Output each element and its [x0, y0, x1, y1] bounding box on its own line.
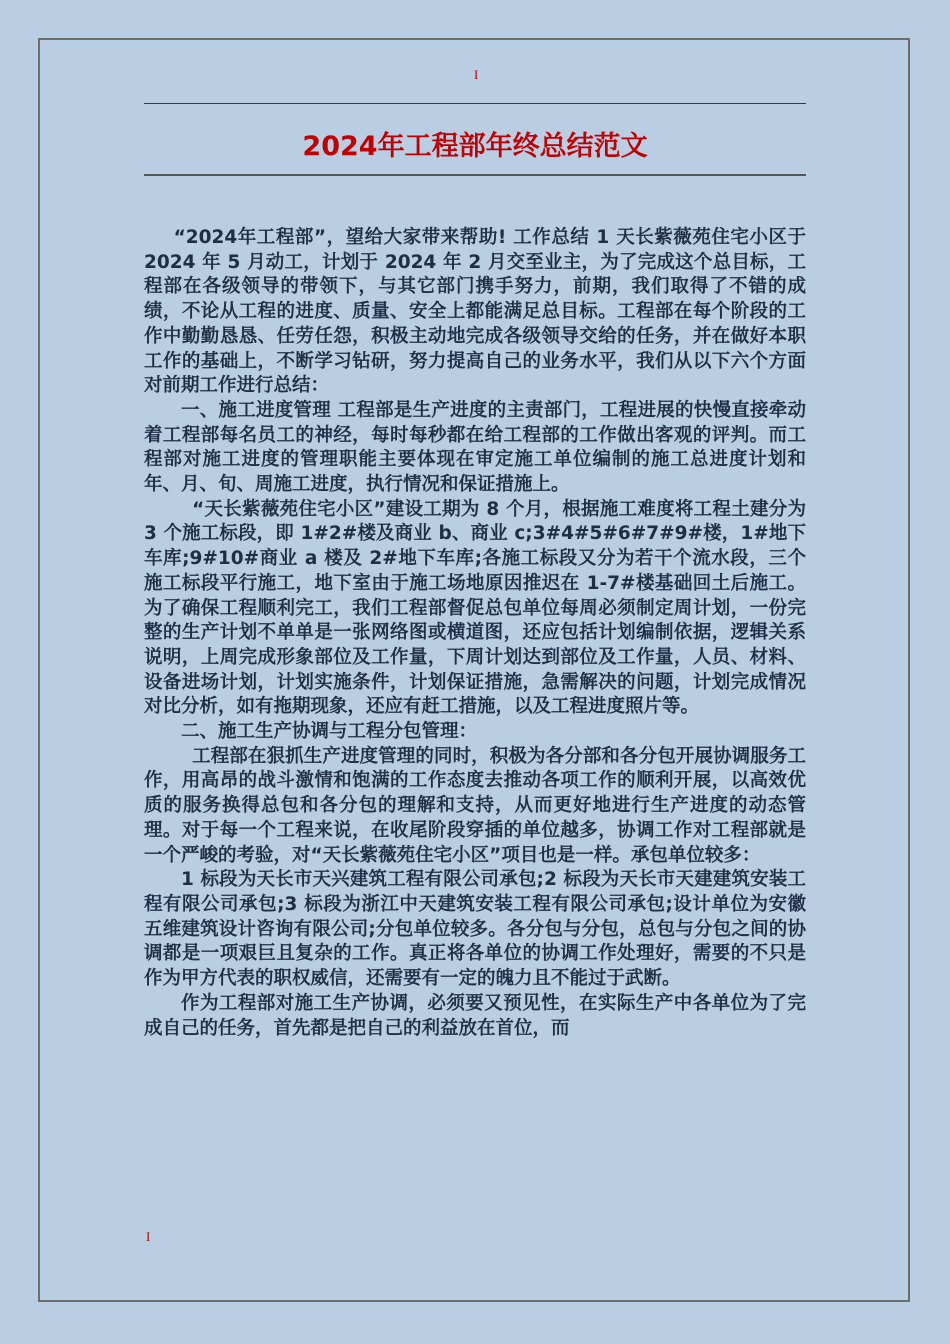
header-mark: I: [474, 67, 479, 82]
paragraph-foresight: 作为工程部对施工生产协调，必须要又预见性，在实际生产中各单位为了完成自己的任务，首先都是把自己的利益放在首位，而: [144, 992, 806, 1039]
document-body: [144, 226, 806, 1041]
paragraph-coordination: 工程部在狠抓生产进度管理的同时，积极为各分部和各分包开展协调服务工作，用高昂的战斗激情和饱满的工作态度去推动各项工作的顺利开展，以高效优质的服务换得总包和各分包的理解和支持，从而更好地进行生产进度的动态管理。对于每一个工程来说，在收尾阶段穿插的单位越多，协调工作对工程部就是一个严峻的考验，对“天长紫薇苑住宅小区”项目也是一样。承包单位较多：: [144, 745, 806, 866]
section-heading-2: 二、施工生产协调与工程分包管理：: [181, 721, 478, 743]
title-rule: [144, 174, 806, 176]
paragraph-section-1: 一、施工进度管理 工程部是生产进度的主责部门，工程进展的快慢直接牵动着工程部每名员工的神经，每时每秒都在给工程部的工作做出客观的评判。而工程部对施工进度的管理职能主要体现在审定施工单位编制的施工总进度计划和年、月、旬、周施工进度，执行情况和保证措施上。: [144, 399, 806, 496]
paragraph-contractors: 1 标段为天长市天兴建筑工程有限公司承包;2 标段为天长市天建建筑安装工程有限公司承包;3 标段为浙江中天建筑安装工程有限公司承包;设计单位为安徽五维建筑设计咨询有限公司;分包单位较多。各分包与分包，总包与分包之间的协调都是一项艰巨且复杂的工作。真正将各单位的协调工作处理好，需要的不只是作为甲方代表的职权威信，还需要有一定的魄力且不能过于武断。: [144, 869, 806, 990]
paragraph-intro: “2024年工程部”，望给大家带来帮助! 工作总结 1 天长紫薇苑住宅小区于 2024 年 5 月动工，计划于 2024 年 2 月交至业主，为了完成这个总目标，工程部在各级领导的带领下，与其它部门携手努力，前期，我们取得了不错的成绩，不论从工程的进度、质量、安全上都能满足总目标。工程部在每个阶段的工作中勤勤恳恳、任劳任怨，积极主动地完成各级领导交给的任务，并在做好本职工作的基础上，不断学习钻研，努力提高自己的业务水平，我们从以下六个方面对前期工作进行总结：: [144, 227, 806, 397]
document-title: 2024年工程部年终总结范文: [302, 131, 648, 162]
paragraph-schedule: “天长紫薇苑住宅小区”建设工期为 8 个月，根据施工难度将工程土建分为 3 个施工标段，即 1#2#楼及商业 b、商业 c;3#4#5#6#7#9#楼，1#地下车库;9#10#商业 a 楼及 2#地下车库;各施工标段又分为若干个流水段，三个施工标段平行施工，地下室由于施工场地原因推迟在 1-7#楼基础回土后施工。为了确保工程顺利完工，我们工程部督促总包单位每周必须制定周计划，一份完整的生产计划不单单是一张网络图或横道图，还应包括计划编制依据，逻辑关系说明，上周完成形象部位及工作量，下周计划达到部位及工作量，人员、材料、设备进场计划，计划实施条件，计划保证措施，急需解决的问题，计划完成情况对比分析，如有拖期现象，还应有赶工措施，以及工程进度照片等。: [144, 498, 806, 718]
header-rule: [144, 103, 806, 104]
footer-mark: I: [146, 1229, 151, 1244]
